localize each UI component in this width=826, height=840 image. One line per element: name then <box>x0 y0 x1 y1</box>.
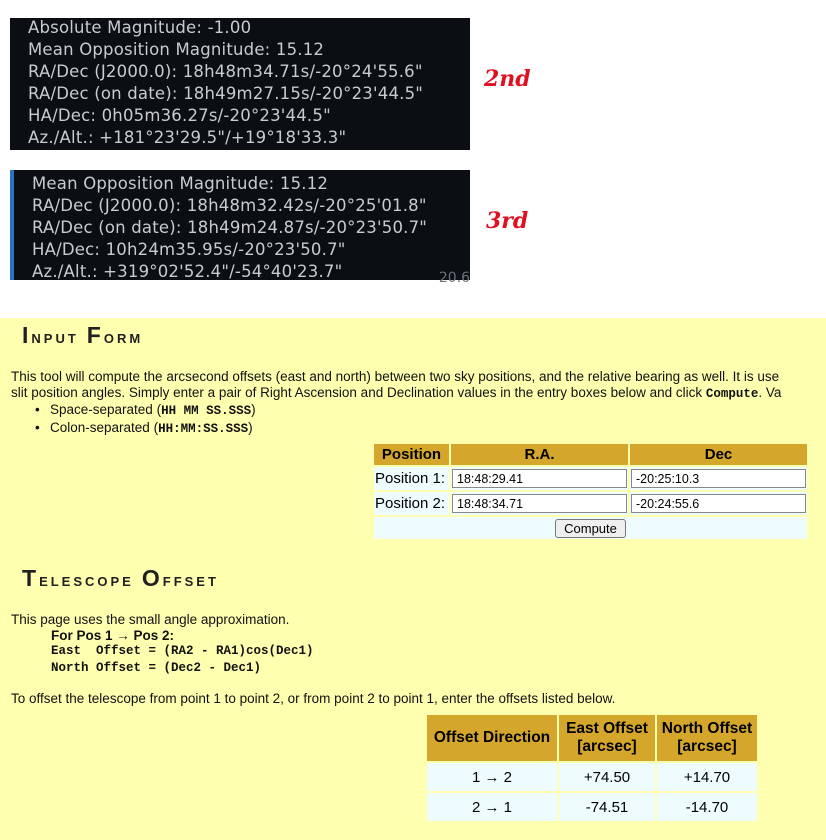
east-offset-cell: -74.51 <box>559 793 655 821</box>
position-1-ra-input[interactable]: 18:48:29.41 <box>452 469 627 488</box>
approximation-text: This page uses the small angle approximation. <box>11 612 290 627</box>
opposition-magnitude-line: Mean Opposition Magnitude: 15.12 <box>28 40 325 59</box>
compute-button[interactable]: Compute <box>555 519 626 538</box>
col-header-direction: Offset Direction <box>427 715 557 761</box>
col-header-north: North Offset [arcsec] <box>657 715 757 761</box>
north-offset-cell: +14.70 <box>657 763 757 791</box>
pos-direction-label: For Pos 1 → Pos 2: <box>51 628 175 643</box>
absolute-magnitude-line: Absolute Magnitude: -1.00 <box>28 18 252 37</box>
position-2-label: Position 2: <box>374 492 449 515</box>
direction-cell: 2 → 1 <box>427 793 557 821</box>
table-row <box>427 793 757 821</box>
opposition-magnitude-line: Mean Opposition Magnitude: 15.12 <box>32 174 329 193</box>
input-form-heading: Input Form <box>22 322 144 348</box>
list-item: • Colon-separated (HH:MM:SS.SSS) <box>35 420 256 438</box>
north-offset-cell: -14.70 <box>657 793 757 821</box>
col-header-position: Position <box>374 444 449 465</box>
panel-corner-text: 20.6 <box>438 270 470 286</box>
direction-cell: 1 → 2 <box>427 763 557 791</box>
intro-text-line1: This tool will compute the arcsecond offsets (east and north) between two sky positions, and the relative bearing as well. It is use <box>11 369 780 384</box>
position-input-table <box>372 442 809 541</box>
position-2-ra-input[interactable]: 18:48:34.71 <box>452 494 627 513</box>
offset-instructions: To offset the telescope from point 1 to point 2, or from point 2 to point 1, enter the offsets listed below. <box>11 691 616 706</box>
radec-on-date-line: RA/Dec (on date): 18h49m24.87s/-20°23'50.7" <box>32 218 428 237</box>
north-offset-formula: North Offset = (Dec2 - Dec1) <box>51 661 262 675</box>
annotation-2nd: 2nd <box>484 66 531 92</box>
offset-results-table <box>425 713 759 823</box>
ephemeris-panel-2 <box>10 170 470 286</box>
ephemeris-panel-1 <box>10 18 470 150</box>
ha-dec-line: HA/Dec: 10h24m35.95s/-20°23'50.7" <box>32 240 346 259</box>
panel-accent-bar <box>10 170 14 280</box>
format-list <box>35 402 256 438</box>
az-alt-line: Az./Alt.: +319°02'52.4"/-54°40'23.7" <box>32 262 343 281</box>
radec-on-date-line: RA/Dec (on date): 18h49m27.15s/-20°23'44.5" <box>28 84 424 103</box>
position-1-dec-input[interactable]: -20:25:10.3 <box>631 469 806 488</box>
intro-text-line2: slit position angles. Simply enter a pair of Right Ascension and Declination values in the entry boxes below and click Compute. Va <box>11 385 782 401</box>
radec-j2000-line: RA/Dec (J2000.0): 18h48m34.71s/-20°24'55.6" <box>28 62 423 81</box>
east-offset-formula: East Offset = (RA2 - RA1)cos(Dec1) <box>51 644 314 658</box>
table-row <box>427 763 757 791</box>
position-1-label: Position 1: <box>374 467 449 490</box>
position-2-dec-input[interactable]: -20:24:55.6 <box>631 494 806 513</box>
radec-j2000-line: RA/Dec (J2000.0): 18h48m32.42s/-20°25'01.8" <box>32 196 427 215</box>
col-header-ra: R.A. <box>451 444 628 465</box>
annotation-3rd: 3rd <box>486 208 529 234</box>
east-offset-cell: +74.50 <box>559 763 655 791</box>
az-alt-line: Az./Alt.: +181°23'29.5"/+19°18'33.3" <box>28 128 347 147</box>
col-header-east: East Offset [arcsec] <box>559 715 655 761</box>
list-item: • Space-separated (HH MM SS.SSS) <box>35 402 256 420</box>
telescope-offset-heading: Telescope Offset <box>22 565 219 591</box>
col-header-dec: Dec <box>630 444 807 465</box>
ha-dec-line: HA/Dec: 0h05m36.27s/-20°23'44.5" <box>28 106 331 125</box>
